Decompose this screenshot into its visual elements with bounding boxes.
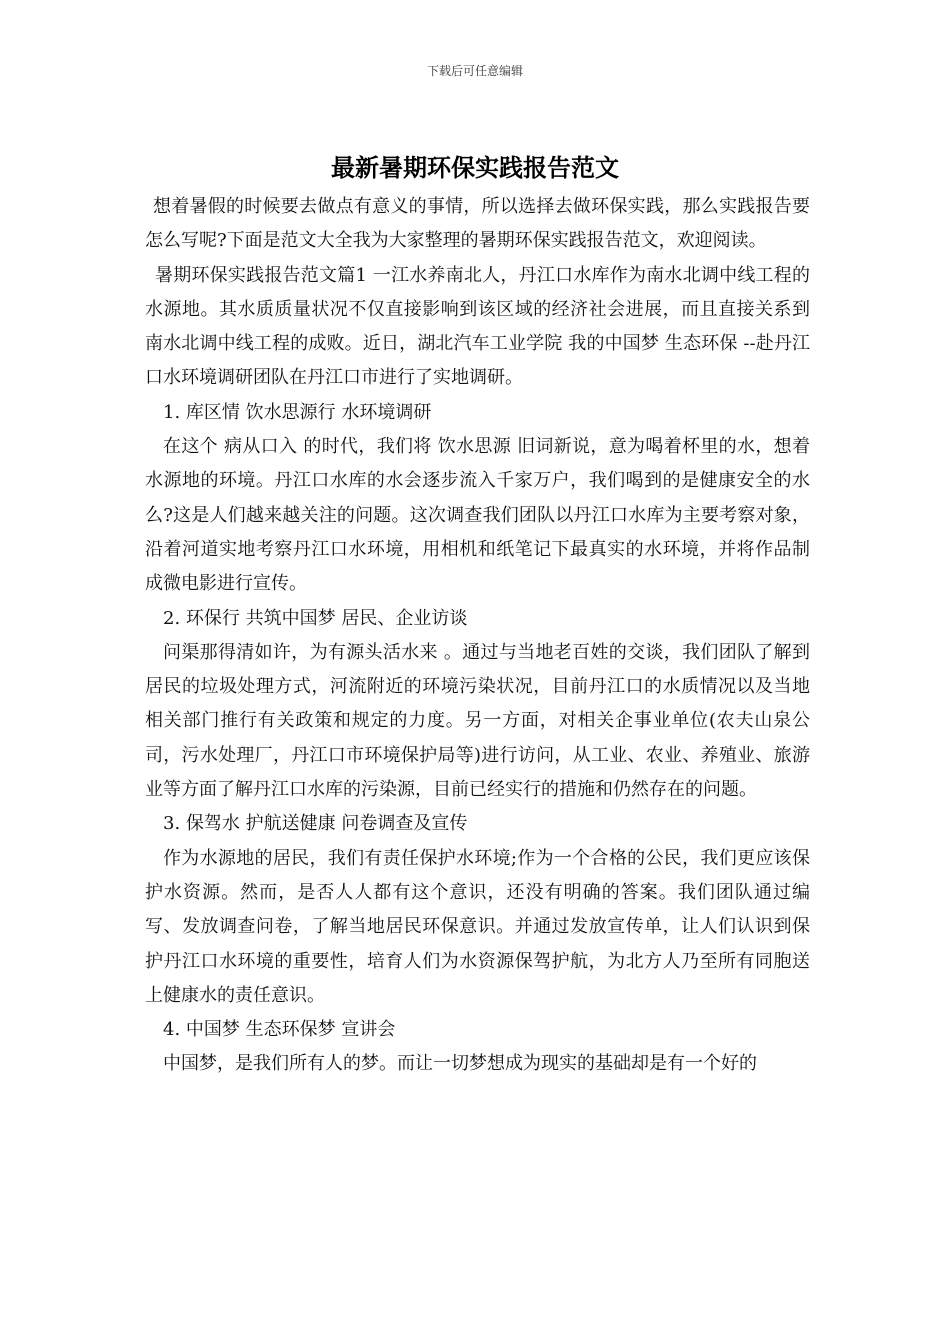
document-title: 最新暑期环保实践报告范文	[331, 153, 619, 182]
paragraph-section-4: 中国梦，是我们所有人的梦。而让一切梦想成为现实的基础却是有一个好的	[163, 1053, 757, 1075]
section-heading-3: 3. 保驾水 护航送健康 问卷调查及宣传	[163, 813, 468, 835]
paragraph-section-1: 在这个 病从口入 的时代，我们将 饮水思源 旧词新说，意为喝着杯里的水，想着水源地的环境。丹江口水库的水会逐步流入千家万户，我们喝到的是健康安全的水么?这是人们越来越关注的问题。这次调查我们团队以丹江口水库为主要考察对象，沿着河道实地考察丹江口水环境，用相机和纸笔记下最真实的水环境，并将作品制成微电影进行宣传。	[145, 436, 810, 595]
paragraph-intro: 想着暑假的时候要去做点有意义的事情，所以选择去做环保实践，那么实践报告要怎么写呢?下面是范文大全我为大家整理的暑期环保实践报告范文，欢迎阅读。	[145, 196, 810, 252]
section-heading-2: 2. 环保行 共筑中国梦 居民、企业访谈	[163, 607, 468, 629]
header-note: 下载后可任意编辑	[426, 64, 523, 78]
section-heading-4: 4. 中国梦 生态环保梦 宣讲会	[163, 1019, 396, 1041]
paragraph-section-2: 问渠那得清如许，为有源头活水来 。通过与当地老百姓的交谈，我们团队了解到居民的垃圾处理方式，河流附近的环境污染状况，目前丹江口的水质情况以及当地相关部门推行有关政策和规定的力度。另一方面，对相关企事业单位(农夫山泉公司，污水处理厂，丹江口市环境保护局等)进行访问，从工业、农业、养殖业、旅游业等方面了解丹江口水库的污染源，目前已经实行的措施和仍然存在的问题。	[145, 641, 810, 801]
paragraph-article-1-opening: 暑期环保实践报告范文篇1 一江水养南北人，丹江口水库作为南水北调中线工程的水源地。其水质质量状况不仅直接影响到该区域的经济社会进展，而且直接关系到南水北调中线工程的成败。近日，湖北汽车工业学院 我的中国梦 生态环保 --赴丹江口水环境调研团队在丹江口市进行了实地调研。	[145, 264, 810, 389]
paragraph-section-3: 作为水源地的居民，我们有责任保护水环境;作为一个合格的公民，我们更应该保护水资源。然而，是否人人都有这个意识，还没有明确的答案。我们团队通过编写、发放调查问卷，了解当地居民环保意识。并通过发放宣传单，让人们认识到保护丹江口水环境的重要性，培育人们为水资源保驾护航，为北方人乃至所有同胞送上健康水的责任意识。	[145, 847, 810, 1006]
document-body	[145, 190, 810, 1082]
section-heading-1: 1. 库区情 饮水思源行 水环境调研	[163, 401, 432, 423]
